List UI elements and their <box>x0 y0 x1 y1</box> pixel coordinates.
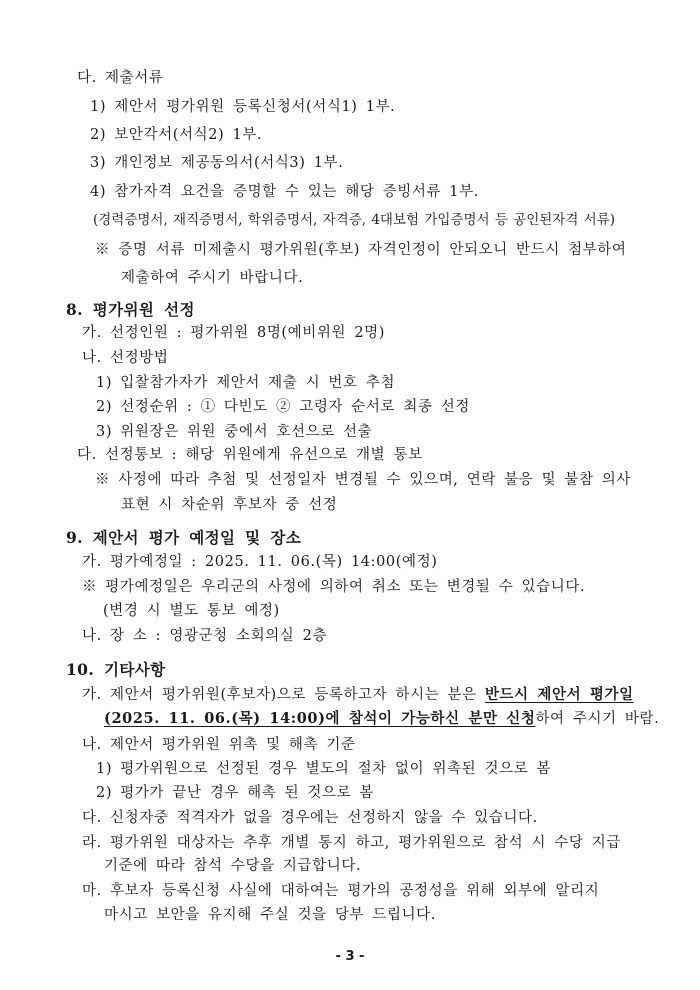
list-item: 1) 평가위원으로 선정된 경우 별도의 절차 없이 위촉된 것으로 봄 <box>96 761 552 777</box>
item-a-cont <box>104 709 659 729</box>
note-text: ※ 평가예정일은 우리군의 사정에 의하여 취소 또는 변경될 수 있습니다. <box>82 579 586 595</box>
note-text: ※ 증명 서류 미제출시 평가위원(후보) 자격인정이 안되오니 반드시 첨부하여 <box>95 242 627 258</box>
item-a: 가. 평가예정일 : 2025. 11. 06.(목) 14:00(예정) <box>82 554 438 570</box>
note-text-cont: (변경 시 별도 통보 예정) <box>103 603 280 619</box>
note-text-cont: 제출하여 주시기 바랍니다. <box>121 270 304 286</box>
section-title-8: 8. 평가위원 선정 <box>66 300 195 319</box>
list-item: 2) 보안각서(서식2) 1부. <box>90 127 263 143</box>
item-c: 다. 선정통보 : 해당 위원에게 유선으로 개별 통보 <box>77 447 423 463</box>
list-item: 2) 평가가 끝난 경우 해촉 된 것으로 봄 <box>96 785 375 801</box>
item-a: 가. 선정인원 : 평가위원 8명(예비위원 2명) <box>82 325 386 341</box>
item-d-cont: 기준에 따라 참석 수당을 지급합니다. <box>104 858 362 874</box>
item-a <box>82 685 634 705</box>
item-a-emphasis-cont: (2025. 11. 06.(목) 14:00)에 참석이 가능하신 분만 신청 <box>104 710 536 727</box>
list-item: 4) 참가자격 요건을 증명할 수 있는 해당 증빙서류 1부. <box>90 184 479 200</box>
list-item: 1) 입찰참가자가 제안서 제출 시 번호 추첨 <box>96 375 396 391</box>
subheading-submission-docs: 다. 제출서류 <box>77 70 164 86</box>
page-number: - 3 - <box>335 949 365 964</box>
item-c: 다. 신청자중 적격자가 없을 경우에는 선정하지 않을 수 있습니다. <box>82 810 538 826</box>
item-a-text-cont: 하여 주시기 바람. <box>535 711 660 727</box>
note-text: ※ 사정에 따라 추첨 및 선정일자 변경될 수 있으며, 연락 불응 및 불참 의사 <box>95 472 632 488</box>
list-item: 1) 제안서 평가위원 등록신청서(서식1) 1부. <box>90 99 396 115</box>
item-e-cont: 마시고 보안을 유지해 주실 것을 당부 드립니다. <box>104 907 436 923</box>
list-item: 2) 선정순위 : ① 다빈도 ② 고령자 순서로 최종 선정 <box>96 399 470 415</box>
item-b: 나. 제안서 평가위원 위촉 및 해촉 기준 <box>82 737 356 753</box>
item-e: 마. 후보자 등록신청 사실에 대하여는 평가의 공정성을 위해 외부에 알리지 <box>82 883 600 899</box>
item-b: 나. 장 소 : 영광군청 소회의실 2층 <box>82 628 328 644</box>
item-b: 나. 선정방법 <box>82 350 169 366</box>
section-title-10: 10. 기타사항 <box>66 660 166 679</box>
item-a-text: 가. 제안서 평가위원(후보자)으로 등록하고자 하시는 분은 <box>82 687 485 703</box>
list-item: 3) 개인정보 제공동의서(서식3) 1부. <box>90 155 344 171</box>
item-a-emphasis: 반드시 제안서 평가일 <box>484 686 634 703</box>
item-d: 라. 평가위원 대상자는 추후 개별 통지 하고, 평가위원으로 참석 시 수당 지급 <box>82 835 621 851</box>
examples-text: (경력증명서, 재직증명서, 학위증명서, 자격증, 4대보험 가입증명서 등 공인된자격 서류) <box>93 212 616 228</box>
section-title-9: 9. 제안서 평가 예정일 및 장소 <box>66 528 302 547</box>
list-item: 3) 위원장은 위원 중에서 호선으로 선출 <box>96 424 373 440</box>
note-text-cont: 표현 시 차순위 후보자 중 선정 <box>121 497 338 513</box>
